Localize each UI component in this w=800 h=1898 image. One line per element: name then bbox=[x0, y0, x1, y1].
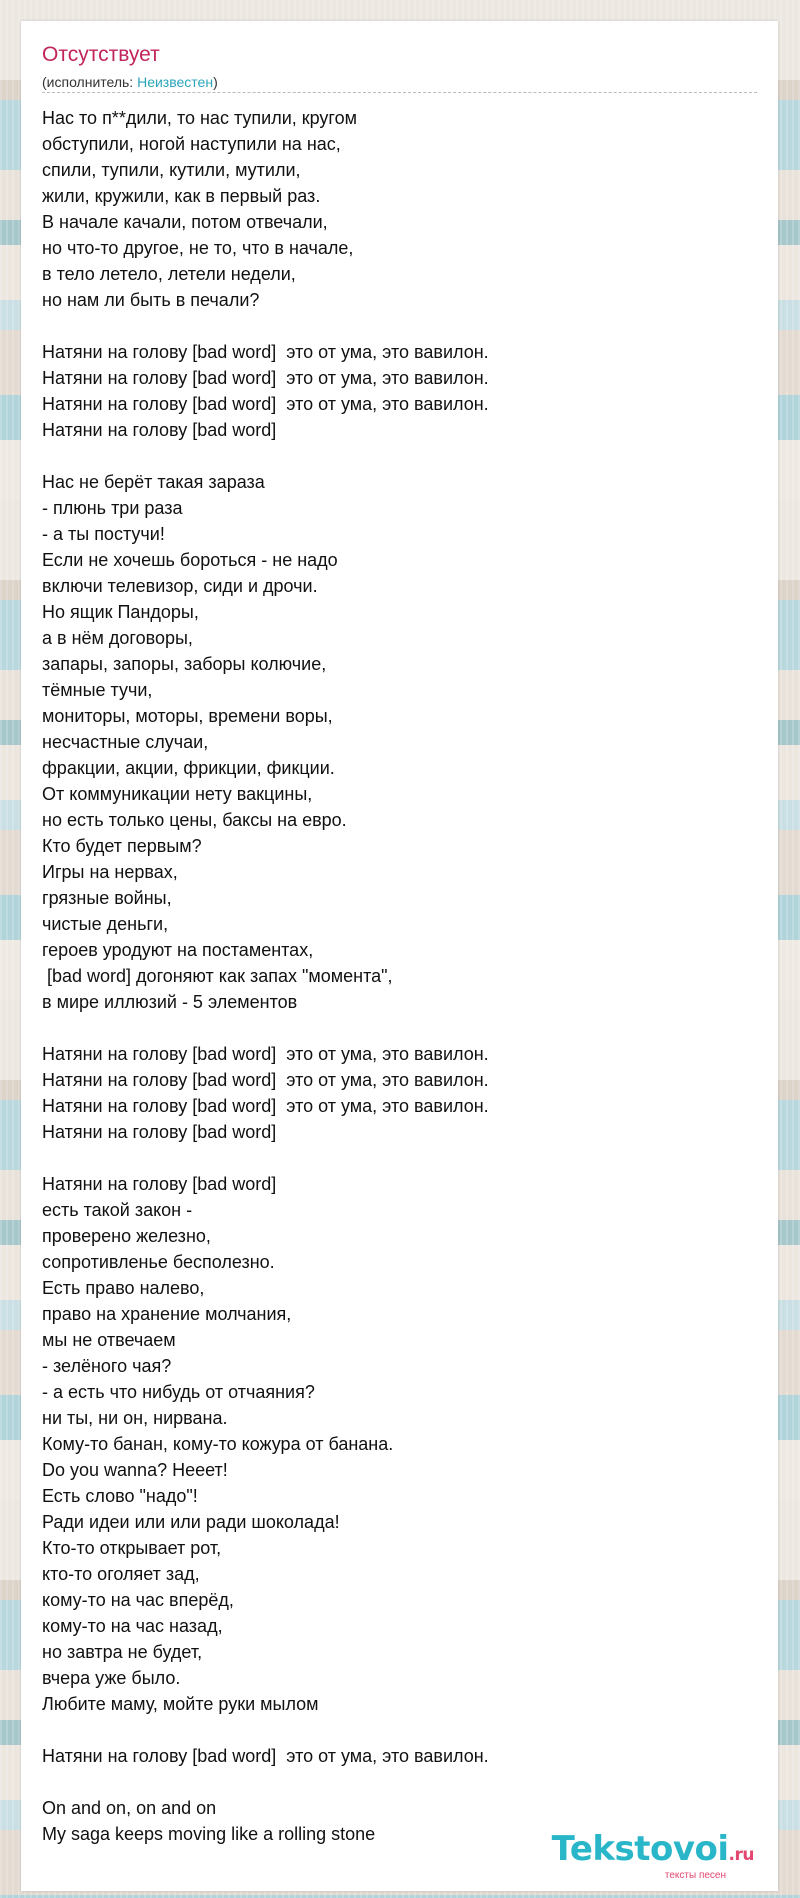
logo-domain-suffix: .ru bbox=[728, 1845, 754, 1865]
site-logo[interactable] bbox=[551, 1829, 754, 1881]
lyrics-text: Нас то п**дили, то нас тупили, кругом обступили, ногой наступили на нас, спили, тупили, кутили, мутили, жили, кружили, как в первый раз. В начале качали, потом отвечали, но что-то другое, не то, что в начале, в тело летело, летели недели, но нам ли быть в печали? Натяни на голову [bad word] это от ума, это вавилон. Натяни на голову [bad word] это от ума, это вавилон. Натяни на голову [bad word] это от ума, это вавилон. Натяни на голову [bad word] Нас не берёт такая зараза - плюнь три раза - а ты постучи! Если не хочешь бороться - не надо включи телевизор, сиди и дрочи. Но ящик Пандоры, а в нём договоры, запары, запоры, заборы колючие, тёмные тучи, мониторы, моторы, времени воры, несчастные случаи, фракции, акции, фрикции, фикции. От коммуникации нету вакцины, но есть только цены, баксы на евро. Кто будет первым? Игры на нервах, грязные войны, чистые деньги, героев уродуют на постаментах, [bad word] догоняют как запах "момента", в мире иллюзий - 5 элементов Натяни на голову [bad word] это от ума, это вавилон. Натяни на голову [bad word] это от ума, это вавилон. Натяни на голову [bad word] это от ума, это вавилон. Натяни на голову [bad word] Натяни на голову [bad word] есть такой закон - проверено железно, сопротивленье бесполезно. Есть право налево, право на хранение молчания, мы не отвечаем - зелёного чая? - а есть что нибудь от отчаяния? ни ты, ни он, нирвана. Кому-то банан, кому-то кожура от банана. Do you wanna? Нееет! Есть слово "надо"! Ради идеи или или ради шоколада! Кто-то открывает рот, кто-то оголяет зад, кому-то на час вперёд, кому-то на час назад, но завтра не будет, вчера уже было. Любите маму, мойте руки мылом Натяни на голову [bad word] это от ума, это вавилон. On and on, on and on My saga keeps moving like a rolling stone bbox=[42, 108, 489, 1844]
artist-prefix: (исполнитель: bbox=[42, 74, 138, 90]
artist-suffix: ) bbox=[213, 74, 218, 90]
song-title: Отсутствует bbox=[42, 43, 160, 66]
logo-tagline: тексты песен bbox=[664, 1870, 726, 1881]
artist-link[interactable]: Неизвестен bbox=[137, 74, 214, 90]
artist-line bbox=[42, 74, 218, 90]
lyrics-card bbox=[21, 21, 778, 1891]
title-divider bbox=[42, 92, 757, 93]
logo-main-text: Tekstovoi bbox=[551, 1829, 729, 1869]
logo-wordmark bbox=[551, 1829, 754, 1872]
